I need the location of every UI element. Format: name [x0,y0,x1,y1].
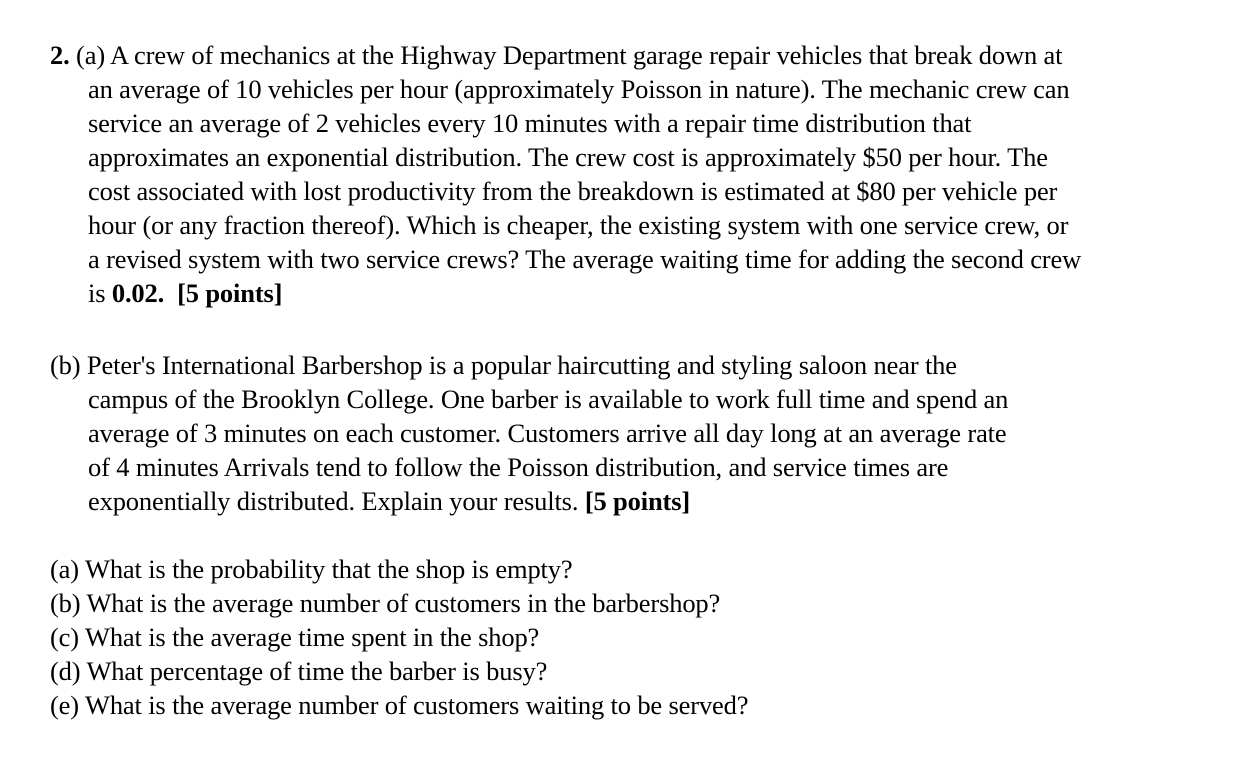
question-2a-line-5: cost associated with lost productivity from the breakdown is estimated at $80 per vehicle per [88,176,1058,206]
question-2a-line-2: an average of 10 vehicles per hour (approximately Poisson in nature). The mechanic crew can [88,74,1070,104]
question-2b-line-5: exponentially distributed. Explain your results. [5 points] [88,486,691,516]
sub-question-a: (a) What is the probability that the shop is empty? [50,554,573,584]
question-2a-line-3: service an average of 2 vehicles every 10 minutes with a repair time distribution that [88,108,972,138]
question-2b [50,348,1230,518]
question-number: 2. [50,40,70,70]
sub-question-b: (b) What is the average number of customers in the barbershop? [50,588,721,618]
sub-question-c: (c) What is the average time spent in the shop? [50,622,540,652]
question-2a-line-7: a revised system with two service crews? The average waiting time for adding the second crew [88,244,1082,274]
question-2a-line-8: is 0.02. [5 points] [88,278,283,308]
question-2a [50,38,1230,310]
question-2a-line-6: hour (or any fraction thereof). Which is cheaper, the existing system with one service crew, or [88,210,1069,240]
question-2a-line-4: approximates an exponential distribution. The crew cost is approximately $50 per hour. The [88,142,1048,172]
sub-question-list [50,552,1230,722]
question-2a-line-1: 2. (a) A crew of mechanics at the Highway Department garage repair vehicles that break down at [50,40,1063,70]
question-2b-line-1: (b) Peter's International Barbershop is a popular haircutting and styling saloon near the [50,350,957,380]
question-2b-line-3: average of 3 minutes on each customer. Customers arrive all day long at an average rate [88,418,1007,448]
question-2b-line-2: campus of the Brooklyn College. One barber is available to work full time and spend an [88,384,1009,414]
sub-question-d: (d) What percentage of time the barber is busy? [50,656,548,686]
waiting-time-value: 0.02. [111,278,165,308]
sub-question-e: (e) What is the average number of customers waiting to be served? [50,690,749,720]
points-label: [5 points] [177,278,283,308]
points-label: [5 points] [584,486,691,516]
question-2b-line-4: of 4 minutes Arrivals tend to follow the Poisson distribution, and service times are [88,452,949,482]
